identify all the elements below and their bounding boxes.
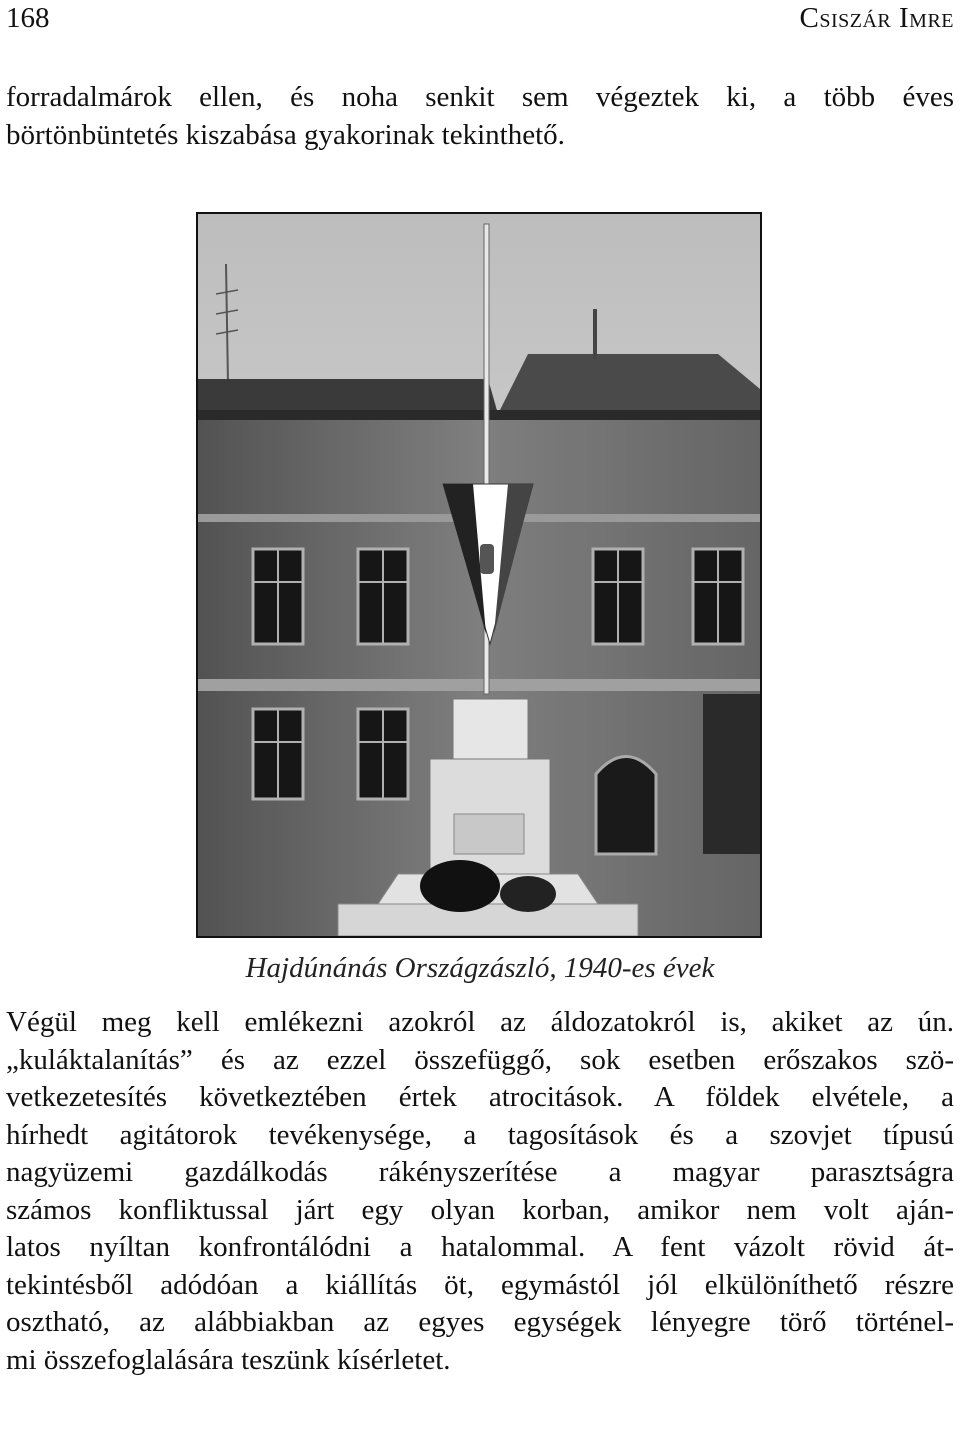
paragraph-intro <box>6 79 954 154</box>
figure-caption: Hajdúnánás Országzászló, 1940-es évek <box>245 952 715 984</box>
text-line: hírhedt agitátorok tevékenysége, a tagosítások és a szovjet típusú <box>6 1118 954 1151</box>
text-line: latos nyíltan konfrontálódni a hatalommal. A fent vázolt rövid át- <box>6 1231 954 1263</box>
text-line: számos konfliktussal járt egy olyan korban, amikor nem volt aján- <box>6 1193 954 1226</box>
text-line: nagyüzemi gazdálkodás rákényszerítése a magyar parasztságra <box>6 1156 954 1188</box>
running-head-author: Csiszár Imre <box>799 2 954 34</box>
text-line: vetkezetesítés következtében értek atrocitások. A földek elvétele, a <box>6 1081 954 1113</box>
text-line: mi összefoglalására teszünk kísérletet. <box>6 1343 451 1376</box>
text-line: „kuláktalanítás” és az ezzel összefüggő, sok esetben erőszakos szö- <box>6 1043 954 1076</box>
page-number: 168 <box>6 2 50 34</box>
text-line: tekintésből adódóan a kiállítás öt, egymástól jól elkülöníthető részre <box>6 1268 954 1301</box>
paragraph-main <box>6 1004 954 1379</box>
historical-photo <box>196 212 762 938</box>
text-line: börtönbüntetés kiszabása gyakorinak tekinthető. <box>6 118 565 151</box>
page-header <box>6 0 954 40</box>
text-line: forradalmárok ellen, és noha senkit sem végeztek ki, a több éves <box>6 81 954 113</box>
photo-illustration <box>198 214 760 936</box>
text-line: osztható, az alábbiakban az egyes egységek lényegre törő történel- <box>6 1306 954 1338</box>
text-line: Végül meg kell emlékezni azokról az áldozatokról is, akiket az ún. <box>6 1006 954 1038</box>
